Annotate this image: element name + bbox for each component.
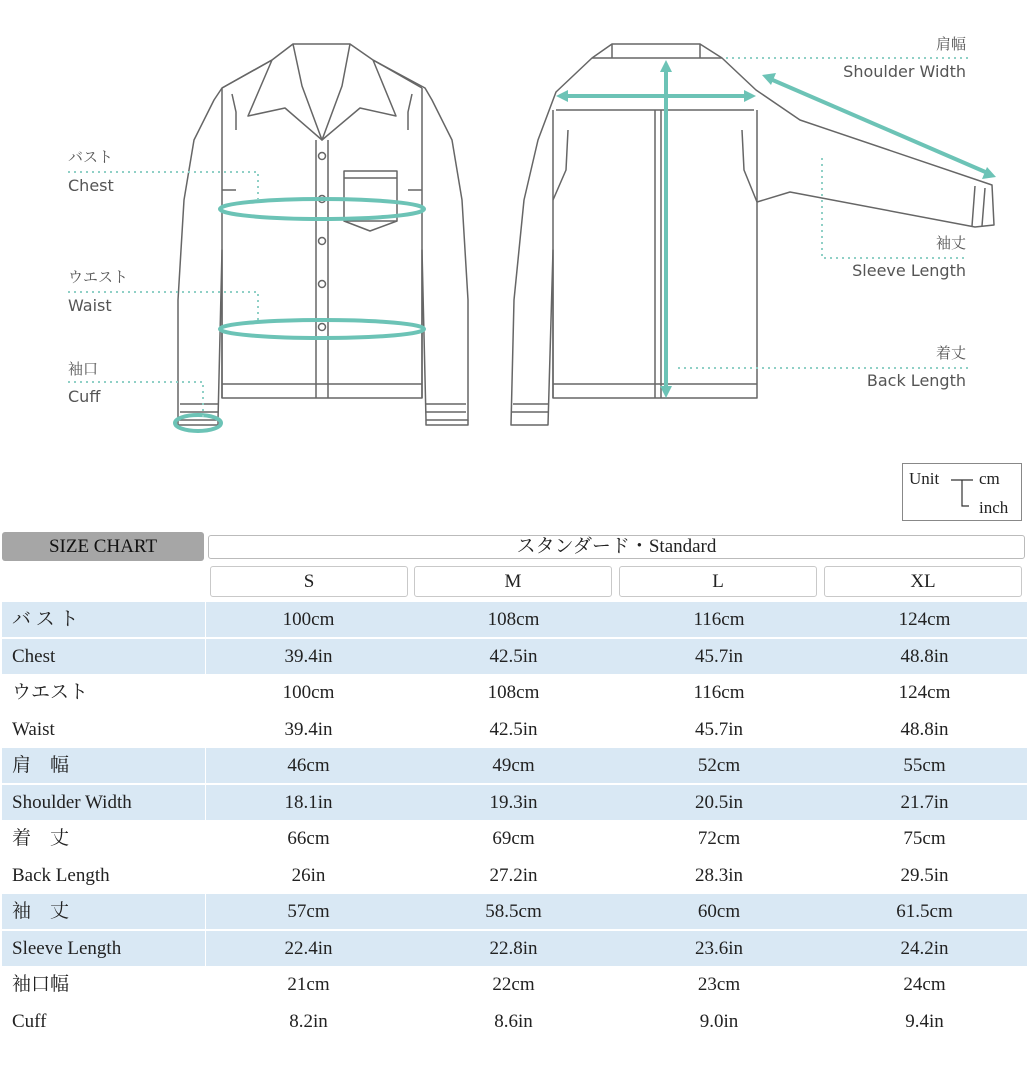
size-value-s: 18.1in bbox=[206, 785, 411, 820]
size-header-s: S bbox=[210, 566, 408, 597]
row-label: 肩 幅 bbox=[2, 748, 205, 783]
waist-label-en: Waist bbox=[68, 296, 112, 315]
cuff-ellipse bbox=[175, 415, 221, 431]
size-value-s: 26in bbox=[291, 865, 326, 886]
chest-label-en: Chest bbox=[68, 176, 114, 195]
size-value-l: 23cm bbox=[697, 974, 741, 995]
row-label: Shoulder Width bbox=[2, 785, 205, 820]
size-value-l: 45.7in bbox=[616, 639, 822, 674]
row-label: 袖 丈 bbox=[2, 894, 205, 929]
size-value-m: 108cm bbox=[411, 602, 616, 637]
size-value-l: 116cm bbox=[616, 602, 822, 637]
size-value-xl: 24cm bbox=[903, 974, 946, 995]
row-label: 着 丈 bbox=[12, 828, 70, 849]
table-row bbox=[0, 675, 1027, 710]
unit-inch: inch bbox=[979, 498, 1009, 517]
back-length-label-en: Back Length bbox=[866, 371, 966, 390]
row-label: Back Length bbox=[12, 865, 110, 886]
size-value-l: 20.5in bbox=[616, 785, 822, 820]
shoulder-label-jp: 肩幅 bbox=[935, 35, 966, 53]
size-value-s: 46cm bbox=[206, 748, 411, 783]
table-row bbox=[0, 602, 1027, 637]
size-value-xl: 24.2in bbox=[822, 931, 1027, 966]
size-value-m: 42.5in bbox=[411, 639, 616, 674]
size-value-s: 22.4in bbox=[206, 931, 411, 966]
unit-legend bbox=[902, 463, 1022, 521]
shoulder-label-en: Shoulder Width bbox=[843, 62, 966, 81]
size-value-l: 45.7in bbox=[694, 719, 744, 740]
size-value-xl: 29.5in bbox=[900, 865, 949, 886]
size-chart-title: SIZE CHART bbox=[2, 532, 204, 561]
cuff-label-jp: 袖口 bbox=[68, 360, 99, 378]
size-value-xl: 61.5cm bbox=[822, 894, 1027, 929]
size-header-l: L bbox=[619, 566, 817, 597]
size-value-s: 57cm bbox=[206, 894, 411, 929]
table-row bbox=[0, 858, 1027, 893]
sleeve-label-jp: 袖丈 bbox=[935, 234, 966, 252]
size-value-xl: 21.7in bbox=[822, 785, 1027, 820]
row-label: Cuff bbox=[12, 1011, 47, 1032]
size-value-m: 27.2in bbox=[489, 865, 538, 886]
table-row bbox=[0, 712, 1027, 747]
row-label: 袖口幅 bbox=[12, 974, 70, 995]
table-row bbox=[0, 639, 1027, 674]
size-value-xl: 124cm bbox=[822, 602, 1027, 637]
table-row bbox=[0, 967, 1027, 1002]
table-row bbox=[0, 894, 1027, 929]
size-value-xl: 48.8in bbox=[822, 639, 1027, 674]
size-value-s: 39.4in bbox=[206, 639, 411, 674]
back-length-label-jp: 着丈 bbox=[935, 344, 966, 362]
size-value-m: 19.3in bbox=[411, 785, 616, 820]
size-value-xl: 9.4in bbox=[905, 1011, 944, 1032]
cuff-label-en: Cuff bbox=[68, 387, 101, 406]
row-label: ウエスト bbox=[12, 682, 89, 703]
size-value-s: 100cm bbox=[282, 682, 335, 703]
size-value-m: 58.5cm bbox=[411, 894, 616, 929]
waist-label-jp: ウエスト bbox=[68, 268, 129, 286]
size-header-xl: XL bbox=[824, 566, 1022, 597]
row-label: Chest bbox=[2, 639, 205, 674]
standard-header: スタンダード・Standard bbox=[208, 535, 1025, 559]
size-value-l: 60cm bbox=[616, 894, 822, 929]
size-value-s: 21cm bbox=[287, 974, 330, 995]
table-row bbox=[0, 748, 1027, 783]
measurement-diagram bbox=[0, 0, 1031, 530]
size-value-s: 39.4in bbox=[284, 719, 333, 740]
size-value-s: 8.2in bbox=[289, 1011, 328, 1032]
unit-label: Unit bbox=[909, 469, 940, 488]
row-label: Sleeve Length bbox=[2, 931, 205, 966]
size-value-m: 22cm bbox=[492, 974, 535, 995]
table-row bbox=[0, 1004, 1027, 1039]
size-value-s: 100cm bbox=[206, 602, 411, 637]
size-value-m: 49cm bbox=[411, 748, 616, 783]
size-value-xl: 48.8in bbox=[900, 719, 949, 740]
size-value-l: 9.0in bbox=[699, 1011, 739, 1032]
table-row bbox=[0, 931, 1027, 966]
size-value-m: 108cm bbox=[487, 682, 540, 703]
size-value-xl: 55cm bbox=[822, 748, 1027, 783]
size-value-m: 22.8in bbox=[411, 931, 616, 966]
sleeve-arrow bbox=[768, 78, 990, 174]
size-header-m: M bbox=[414, 566, 612, 597]
size-value-s: 66cm bbox=[287, 828, 330, 849]
size-value-l: 72cm bbox=[697, 828, 741, 849]
row-label: バ ス ト bbox=[2, 602, 205, 637]
size-value-xl: 124cm bbox=[898, 682, 951, 703]
table-row bbox=[0, 785, 1027, 820]
size-value-l: 23.6in bbox=[616, 931, 822, 966]
size-value-l: 116cm bbox=[693, 682, 745, 703]
size-value-m: 42.5in bbox=[489, 719, 538, 740]
table-row bbox=[0, 821, 1027, 856]
unit-cm: cm bbox=[979, 469, 1000, 488]
size-value-m: 69cm bbox=[492, 828, 535, 849]
size-value-l: 52cm bbox=[616, 748, 822, 783]
size-value-xl: 75cm bbox=[903, 828, 946, 849]
waist-ellipse bbox=[220, 320, 424, 338]
row-label: Waist bbox=[12, 719, 55, 740]
size-value-m: 8.6in bbox=[494, 1011, 533, 1032]
size-value-l: 28.3in bbox=[694, 865, 744, 886]
sleeve-label-en: Sleeve Length bbox=[852, 261, 966, 280]
chest-label-jp: バスト bbox=[68, 148, 114, 166]
leader-lines bbox=[68, 58, 968, 418]
